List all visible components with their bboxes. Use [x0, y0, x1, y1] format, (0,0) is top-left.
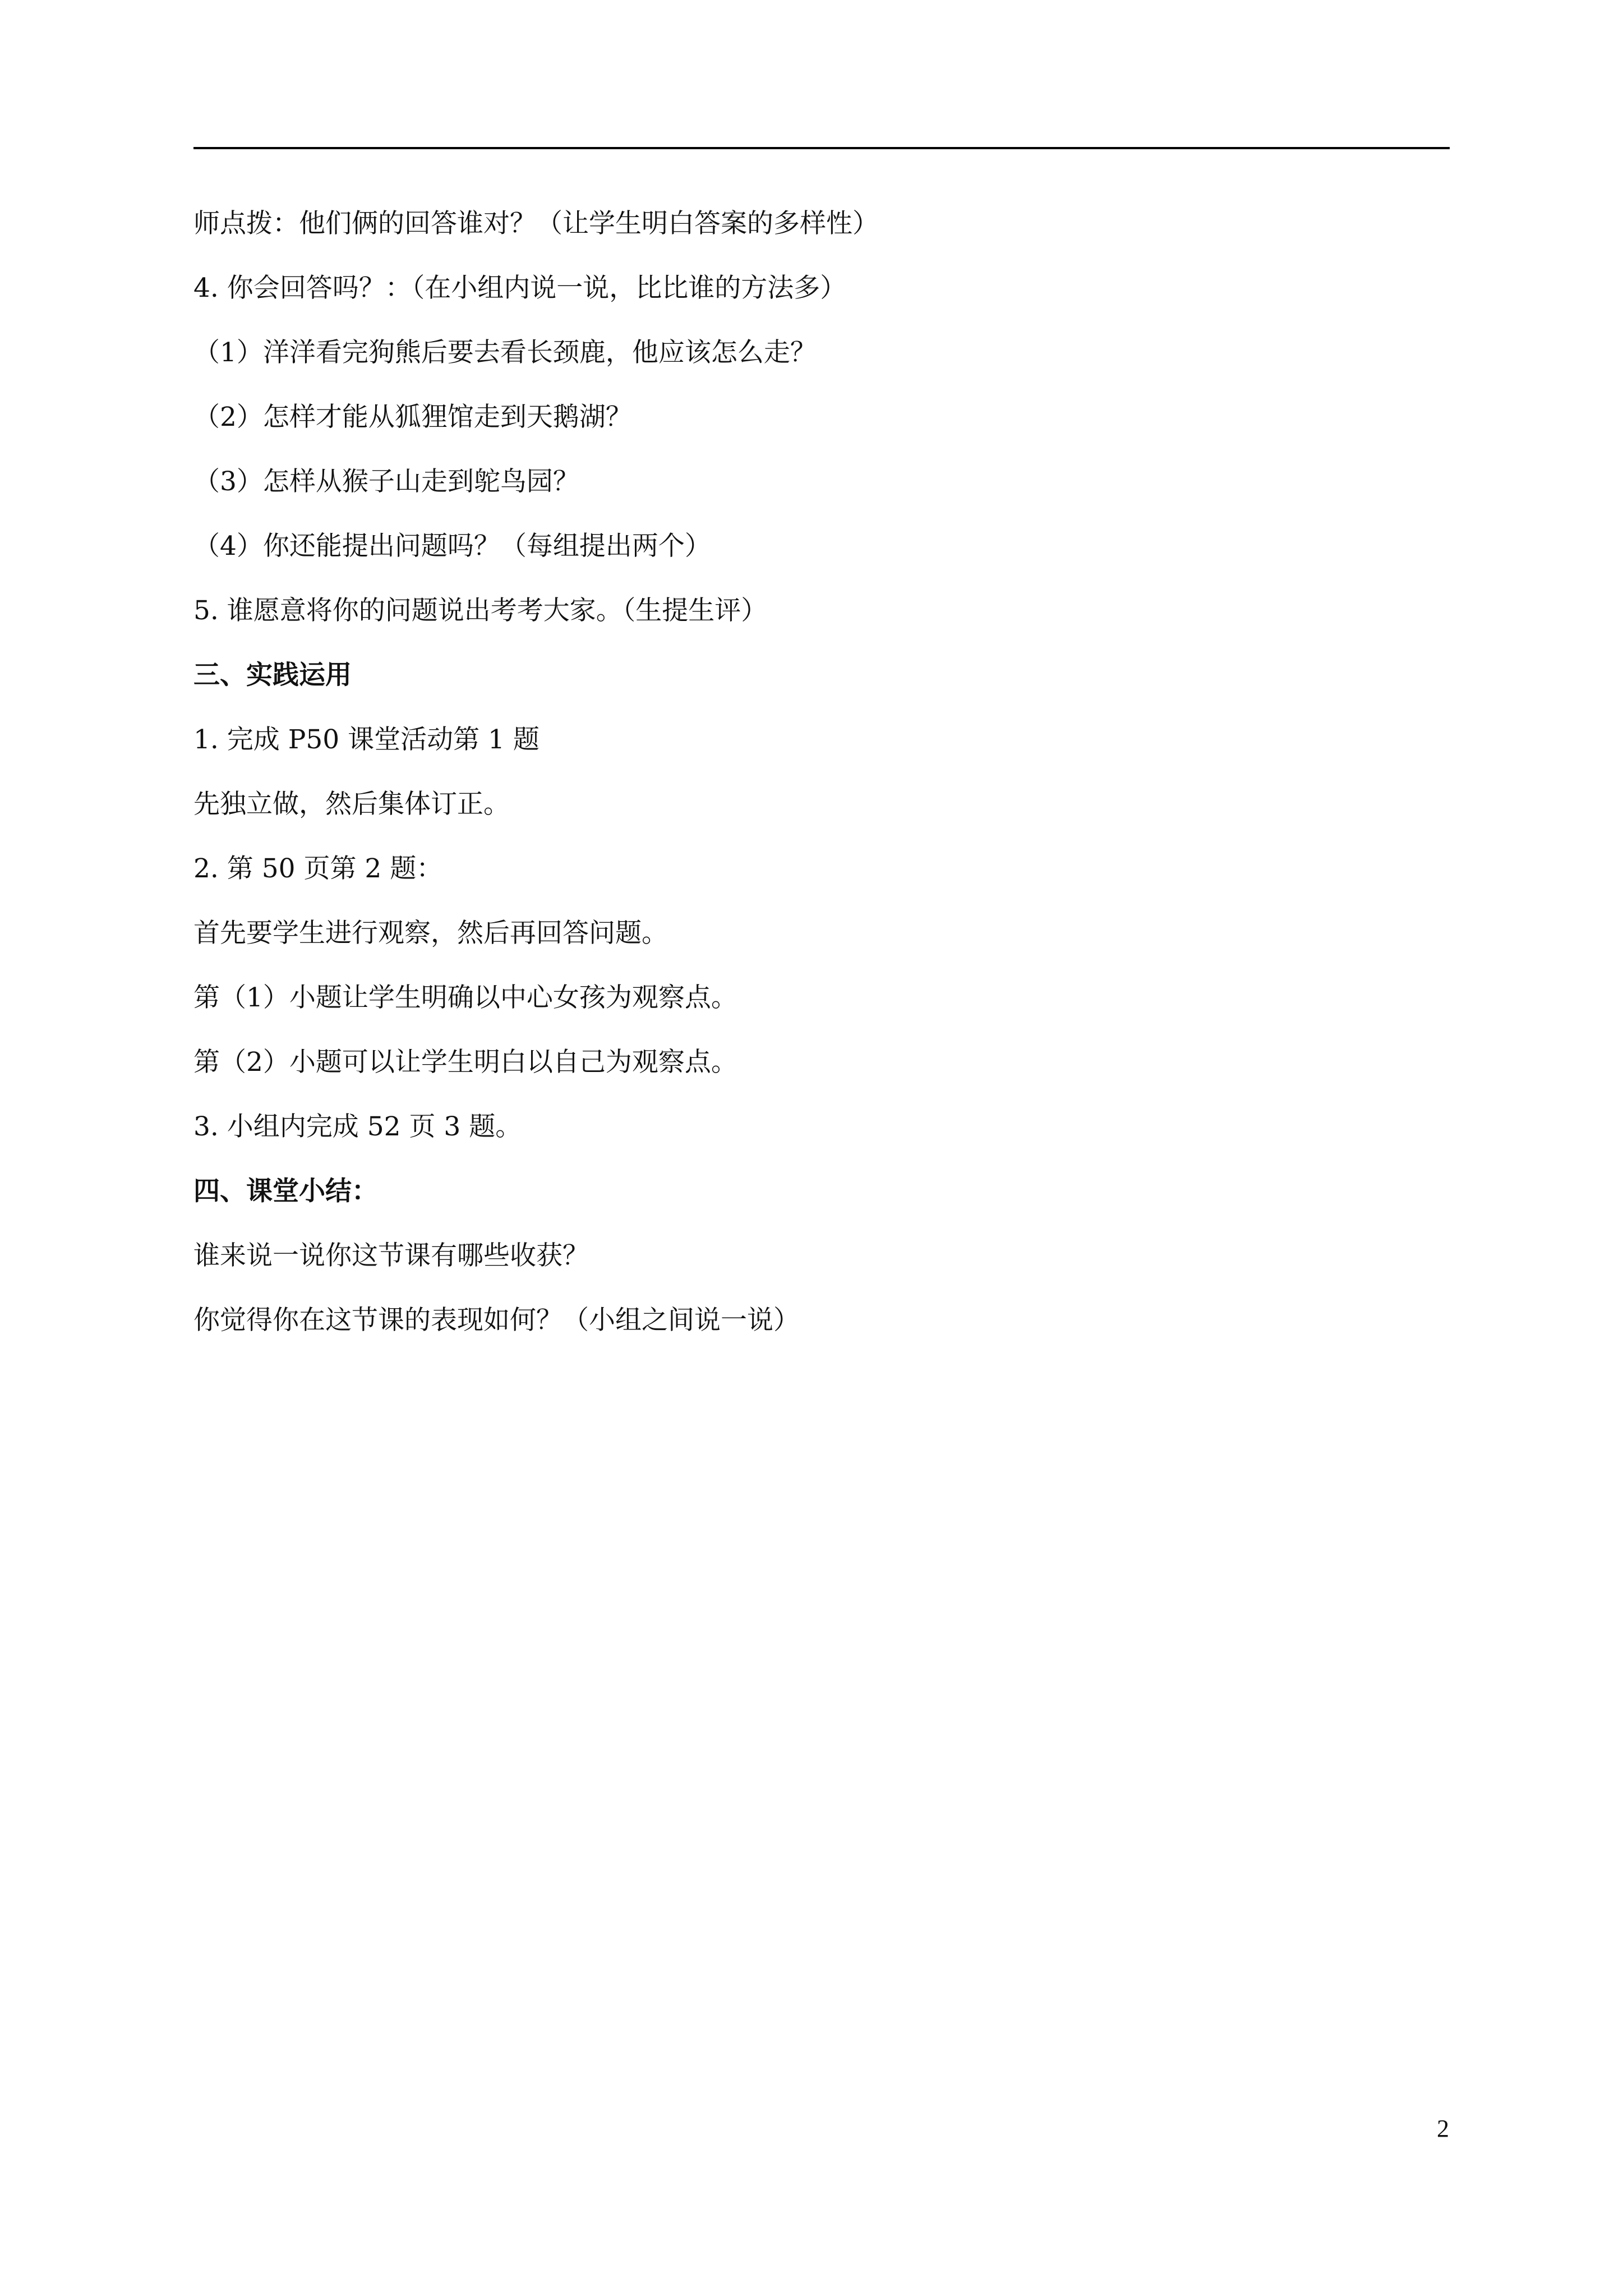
- paragraph-summary-question-2: 你觉得你在这节课的表现如何？（小组之间说一说）: [193, 1305, 800, 1336]
- paragraph-question-2: （2）怎样才能从狐狸馆走到天鹅湖？: [193, 402, 632, 432]
- paragraph-practice-2: 2. 第 50 页第 2 题：: [193, 853, 443, 884]
- header-rule: [193, 147, 1450, 149]
- paragraph-summary-question-1: 谁来说一说你这节课有哪些收获？: [193, 1240, 589, 1271]
- paragraph-question-3: （3）怎样从猴子山走到鸵鸟园？: [193, 466, 579, 497]
- paragraph-practice-3: 3. 小组内完成 52 页 3 题。: [193, 1111, 522, 1142]
- paragraph-practice-1-note: 先独立做，然后集体订正。: [193, 789, 510, 820]
- paragraph-item-5: 5. 谁愿意将你的问题说出考考大家。（生提生评）: [193, 595, 768, 626]
- section-heading-summary: 四、课堂小结：: [193, 1176, 378, 1207]
- section-heading-practice: 三、实践运用: [193, 660, 352, 691]
- paragraph-practice-2-part-2: 第（2）小题可以让学生明白以自己为观察点。: [193, 1047, 737, 1078]
- paragraph-practice-1: 1. 完成 P50 课堂活动第 1 题: [193, 724, 540, 755]
- document-body: [193, 208, 1450, 1369]
- paragraph-question-4: （4）你还能提出问题吗？（每组提出两个）: [193, 531, 711, 562]
- page-number: 2: [1437, 2115, 1449, 2142]
- paragraph-practice-2-note: 首先要学生进行观察，然后再回答问题。: [193, 918, 668, 949]
- paragraph-practice-2-part-1: 第（1）小题让学生明确以中心女孩为观察点。: [193, 982, 737, 1013]
- paragraph-question-1: （1）洋洋看完狗熊后要去看长颈鹿，他应该怎么走？: [193, 337, 817, 368]
- paragraph-item-4: 4. 你会回答吗？：（在小组内说一说，比比谁的方法多）: [193, 273, 847, 303]
- paragraph-teacher-guidance: 师点拨：他们俩的回答谁对？（让学生明白答案的多样性）: [193, 208, 879, 239]
